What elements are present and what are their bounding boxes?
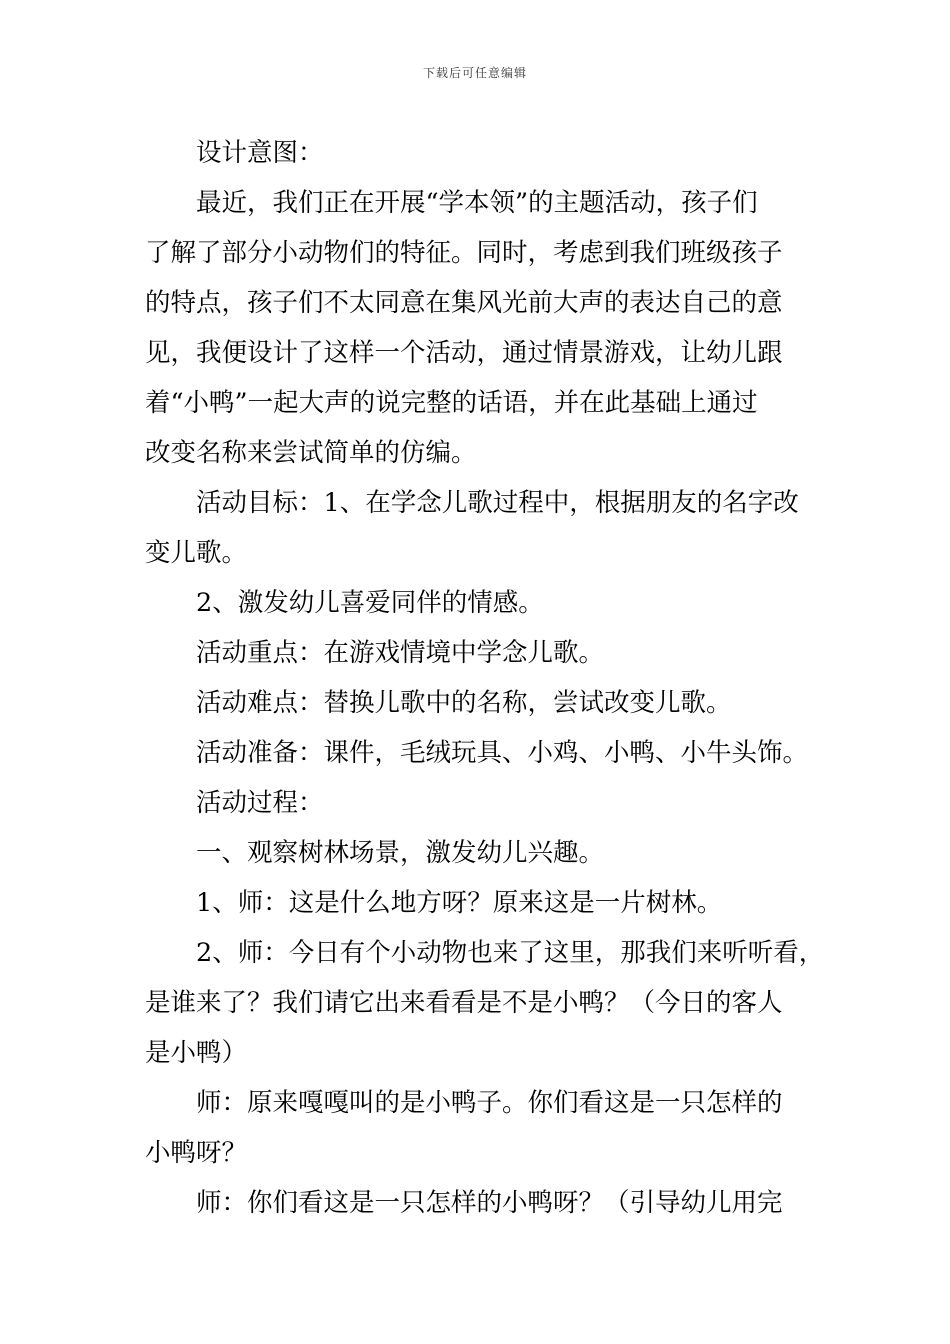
- paragraph-line: 了解了部分小动物们的特征。同时，考虑到我们班级孩子: [145, 238, 783, 268]
- paragraph-line: 活动目标：1、在学念儿歌过程中，根据朋友的名字改: [196, 488, 799, 518]
- paragraph-line: 活动难点：替换儿歌中的名称，尝试改变儿歌。: [196, 688, 732, 718]
- paragraph-line: 最近，我们正在开展“学本领”的主题活动，孩子们: [196, 188, 758, 218]
- paragraph-line: 2、师：今日有个小动物也来了这里，那我们来听听看，: [196, 938, 825, 968]
- paragraph-line: 活动重点：在游戏情境中学念儿歌。: [196, 638, 605, 668]
- paragraph-line: 是谁来了？我们请它出来看看是不是小鸭？（今日的客人: [145, 988, 783, 1018]
- paragraph-line: 变儿歌。: [145, 538, 248, 568]
- paragraph-line: 见，我便设计了这样一个活动，通过情景游戏，让幼儿跟: [145, 338, 783, 368]
- document-body: [145, 128, 825, 1228]
- paragraph-line: 的特点，孩子们不太同意在集风光前大声的表达自己的意: [145, 288, 783, 318]
- paragraph-line: 师：你们看这是一只怎样的小鸭呀？（引导幼儿用完: [196, 1188, 783, 1218]
- paragraph-line: 一、观察树林场景，激发幼儿兴趣。: [196, 838, 605, 868]
- paragraph-line: 小鸭呀？: [145, 1138, 248, 1168]
- paragraph-line: 活动准备：课件，毛绒玩具、小鸡、小鸭、小牛头饰。: [196, 738, 809, 768]
- page-header: 下载后可任意编辑: [422, 66, 527, 80]
- paragraph-line: 是小鸭）: [145, 1038, 248, 1068]
- paragraph-line: 1、师：这是什么地方呀？原来这是一片树林。: [196, 888, 723, 918]
- paragraph-line: 设计意图：: [196, 138, 324, 168]
- paragraph-line: 2、激发幼儿喜爱同伴的情感。: [196, 588, 544, 618]
- paragraph-line: 活动过程：: [196, 788, 324, 818]
- paragraph-line: 着“小鸭”一起大声的说完整的话语，并在此基础上通过: [145, 388, 758, 418]
- paragraph-line: 师：原来嘎嘎叫的是小鸭子。你们看这是一只怎样的: [196, 1088, 783, 1118]
- paragraph-line: 改变名称来尝试简单的仿编。: [145, 438, 477, 468]
